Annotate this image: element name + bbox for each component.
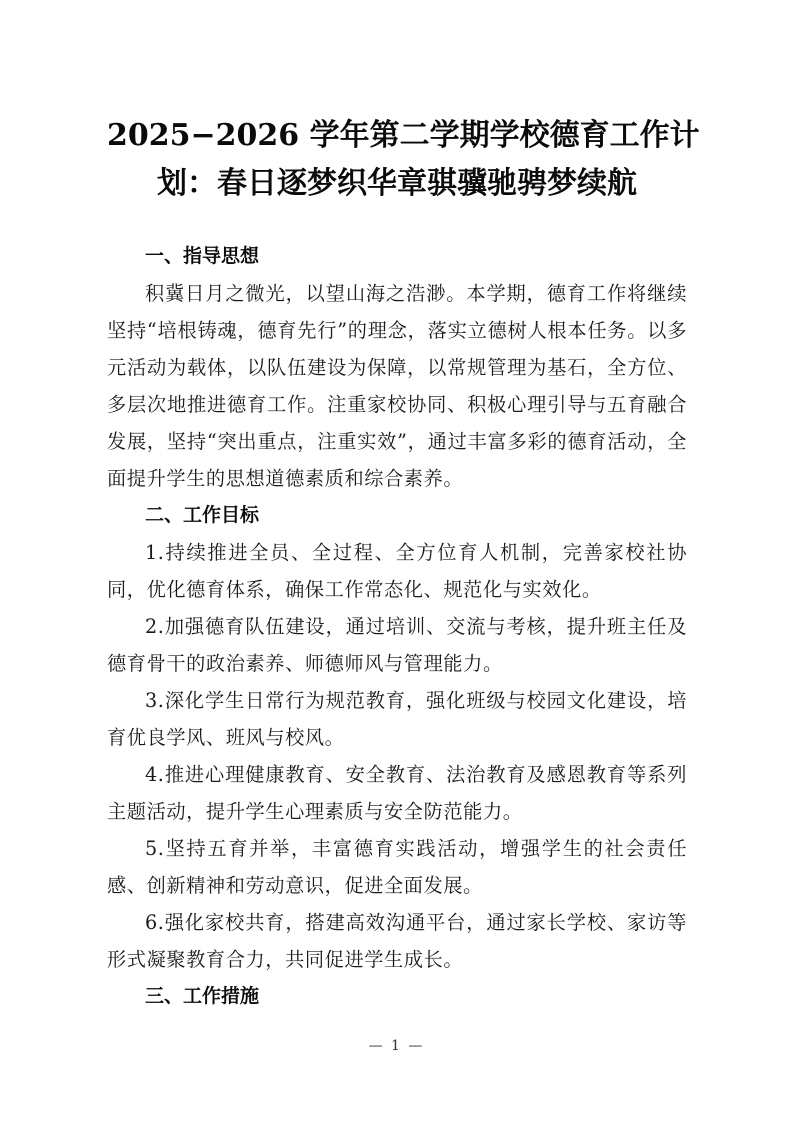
title-line-1: 2025−2026 学年第二学期学校德育工作计 (107, 118, 700, 153)
goal-item-6: 6.强化家校共育，搭建高效沟通平台，通过家长学校、家访等形式凝聚教育合力，共同促进学生成长。 (107, 911, 687, 971)
section-work-measures (107, 978, 687, 1015)
page-number: — 1 — (368, 1038, 425, 1054)
goal-item-5: 5.坚持五育并举，丰富德育实践活动，增强学生的社会责任感、创新精神和劳动意识，促进全面发展。 (107, 837, 687, 897)
goal-item-3: 3.深化学生日常行为规范教育，强化班级与校园文化建设，培育优良学风、班风与校风。 (107, 689, 687, 749)
goal-item-2: 2.加强德育队伍建设，通过培训、交流与考核，提升班主任及德育骨干的政治素养、师德师风与管理能力。 (107, 615, 687, 675)
section-heading: 三、工作措施 (145, 985, 260, 1007)
section-heading: 二、工作目标 (145, 504, 260, 526)
goal-item-1: 1.持续推进全员、全过程、全方位育人机制，完善家校社协同，优化德育体系，确保工作常态化、规范化与实效化。 (107, 541, 687, 601)
section-guiding-ideology (107, 238, 687, 497)
document-body (107, 238, 687, 1015)
section-heading: 一、指导思想 (145, 245, 260, 267)
paragraph: 积冀日月之微光，以望山海之浩渺。本学期，德育工作将继续坚持“培根铸魂，德育先行”的理念，落实立德树人根本任务。以多元活动为载体，以队伍建设为保障，以常规管理为基石，全方位、多层次地推进德育工作。注重家校协同、积极心理引导与五育融合发展，坚持“突出重点，注重实效”，通过丰富多彩的德育活动，全面提升学生的思想道德素质和综合素养。 (107, 282, 687, 490)
section-work-goals (107, 497, 687, 978)
goal-item-4: 4.推进心理健康教育、安全教育、法治教育及感恩教育等系列主题活动，提升学生心理素质与安全防范能力。 (107, 763, 687, 823)
title-line-2: 划：春日逐梦织华章骐骥驰骋梦续航 (157, 166, 637, 201)
document-title (107, 112, 700, 208)
